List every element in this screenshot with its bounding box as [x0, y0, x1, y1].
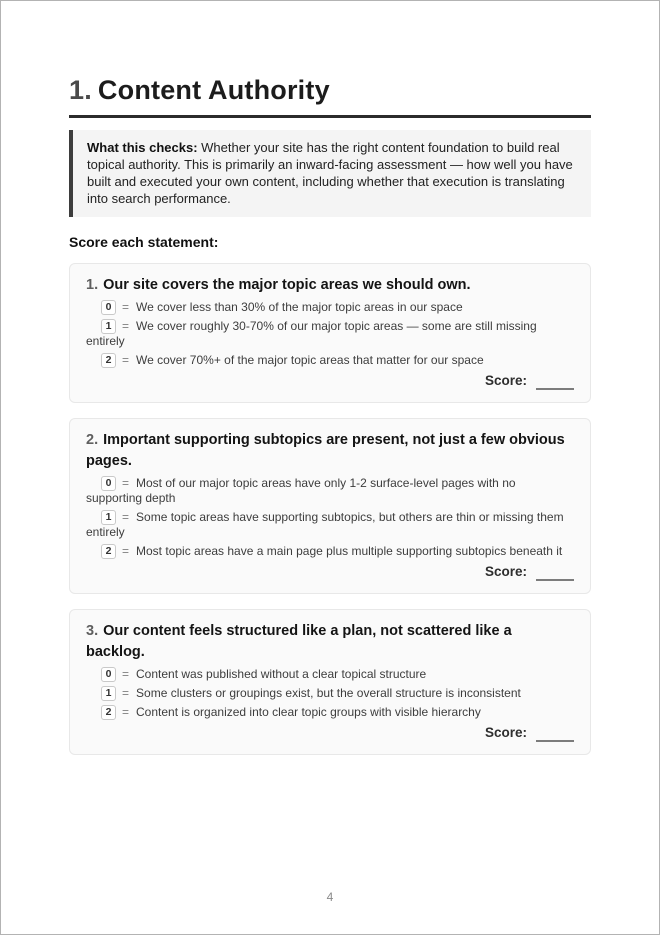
question-card-1 [69, 263, 591, 403]
question-title-row [86, 621, 574, 663]
score-row [86, 724, 574, 742]
page-content [1, 1, 659, 755]
equals-sign: = [122, 353, 130, 367]
option-text: Some clusters or groupings exist, but the overall structure is inconsistent [136, 686, 521, 700]
question-number: 2. [86, 432, 99, 448]
options-list [86, 667, 574, 720]
score-label: Score: [484, 725, 527, 740]
option-value-box: 1 [101, 686, 116, 701]
option-text: Some topic areas have supporting subtopics, but others are thin or missing them entirely [86, 510, 564, 539]
callout-lead: What this checks: [87, 140, 198, 155]
option-row [86, 353, 574, 368]
question-title: Important supporting subtopics are present, not just a few obvious pages. [86, 432, 565, 469]
question-title-row [86, 275, 574, 296]
option-text: Content is organized into clear topic groups with visible hierarchy [136, 705, 481, 719]
option-row [86, 686, 574, 701]
question-number: 3. [86, 623, 99, 639]
option-row [86, 319, 574, 349]
option-text: We cover roughly 30-70% of our major topic areas — some are still missing entirely [86, 319, 537, 348]
score-row [86, 372, 574, 390]
equals-sign: = [122, 705, 130, 719]
option-value-box: 0 [101, 300, 116, 315]
equals-sign: = [122, 544, 130, 558]
score-label: Score: [484, 373, 527, 388]
section-heading [69, 75, 591, 105]
equals-sign: = [122, 667, 130, 681]
question-title: Our site covers the major topic areas we should own. [103, 277, 471, 293]
score-label: Score: [484, 564, 527, 579]
option-row [86, 300, 574, 315]
callout-body: Whether your site has the right content foundation to build real topical authority. This is primarily an inward-facing assessment — how well you have built and executed your own content, including whether that execution is translating into search performance. [87, 140, 573, 206]
option-row [86, 510, 574, 540]
option-value-box: 0 [101, 476, 116, 491]
option-row [86, 667, 574, 682]
page-number: 4 [326, 890, 334, 904]
score-instruction: Score each statement: [69, 234, 219, 250]
option-row [86, 544, 574, 559]
option-text: Most of our major topic areas have only 1-2 surface-level pages with no supporting depth [86, 476, 516, 505]
option-value-box: 2 [101, 544, 116, 559]
equals-sign: = [122, 510, 130, 524]
question-number: 1. [86, 277, 99, 293]
equals-sign: = [122, 686, 130, 700]
equals-sign: = [122, 300, 130, 314]
option-text: Content was published without a clear topical structure [136, 667, 427, 681]
question-card-3 [69, 609, 591, 755]
score-blank-line [536, 388, 574, 390]
what-this-checks-callout [69, 130, 591, 217]
section-heading-title: Content Authority [97, 75, 330, 105]
option-value-box: 1 [101, 510, 116, 525]
equals-sign: = [122, 476, 130, 490]
option-value-box: 0 [101, 667, 116, 682]
question-card-2 [69, 418, 591, 594]
option-text: We cover less than 30% of the major topic areas in our space [136, 300, 463, 314]
heading-rule [69, 115, 591, 118]
option-row [86, 705, 574, 720]
option-text: We cover 70%+ of the major topic areas that matter for our space [136, 353, 484, 367]
option-value-box: 1 [101, 319, 116, 334]
option-value-box: 2 [101, 353, 116, 368]
options-list [86, 300, 574, 368]
equals-sign: = [122, 319, 130, 333]
option-text: Most topic areas have a main page plus multiple supporting subtopics beneath it [136, 544, 563, 558]
section-heading-number: 1. [69, 75, 92, 105]
option-row [86, 476, 574, 506]
score-row [86, 563, 574, 581]
option-value-box: 2 [101, 705, 116, 720]
question-title-row [86, 430, 574, 472]
score-blank-line [536, 740, 574, 742]
options-list [86, 476, 574, 559]
question-title: Our content feels structured like a plan, not scattered like a backlog. [86, 623, 512, 660]
score-blank-line [536, 579, 574, 581]
